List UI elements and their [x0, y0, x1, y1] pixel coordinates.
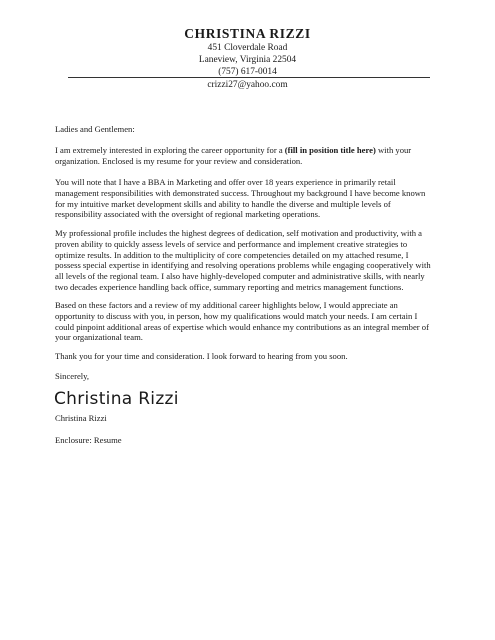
- salutation: Ladies and Gentlemen:: [55, 124, 135, 134]
- paragraph-1-line-1: [55, 145, 450, 156]
- paragraph-4-line: your organizational team.: [55, 332, 143, 343]
- paragraph-4-line: could pinpoint additional areas of expertise which would enhance my contributions as an integral member of: [55, 321, 429, 332]
- paragraph-4-line: opportunity to discuss with you, in person, how my qualifications would match your needs. I am certain I: [55, 310, 418, 321]
- paragraph-2-line: responsibility associated with the oversight of regional marketing operations.: [55, 209, 321, 220]
- enclosure-note: Enclosure: Resume: [55, 435, 122, 445]
- sender-street: 451 Cloverdale Road: [207, 43, 288, 53]
- letterhead-divider: [68, 77, 430, 78]
- paragraph-3-line: two decades experience handling back office, summary reporting and metrics management functions.: [55, 281, 404, 292]
- paragraph-3-line: proven ability to quickly assess levels of service and performance and implement creative strategies to: [55, 238, 408, 249]
- paragraph-3-line: all levels of the regional team. I also have highly-developed computer and administrative skills, with nearly: [55, 271, 425, 282]
- typed-name: Christina Rizzi: [55, 413, 107, 423]
- position-placeholder: (fill in position title here): [284, 145, 376, 155]
- sender-email: crizzi27@yahoo.com: [207, 80, 288, 90]
- sender-city: Laneview, Virginia 22504: [198, 55, 297, 65]
- handwritten-signature: Christina Rizzi: [54, 389, 179, 409]
- paragraph-5: Thank you for your time and consideration. I look forward to hearing from you soon.: [55, 351, 348, 361]
- p1-text-post: with your: [375, 145, 412, 155]
- sender-name: CHRISTINA RIZZI: [184, 26, 311, 41]
- paragraph-3: [55, 228, 450, 293]
- closing: Sincerely,: [55, 371, 90, 381]
- paragraph-2-line: You will note that I have a BBA in Marketing and offer over 18 years experience in primarily retail: [55, 177, 396, 187]
- paragraph-3-line: optimize results. In addition to the multiplicity of core competencies detailed on my attached resume, I: [55, 249, 409, 260]
- paragraph-1: [55, 145, 450, 167]
- paragraph-4: [55, 300, 450, 343]
- paragraph-4-line: Based on these factors and a review of my additional career highlights below, I would appreciate an: [55, 300, 398, 310]
- paragraph-2-line: for my intuitive market development skills and ability to handle the diverse and multiple levels of: [55, 198, 391, 209]
- paragraph-3-line: My professional profile includes the highest degrees of dedication, self motivation and productivity, with a: [55, 228, 422, 238]
- paragraph-3-line: possess special expertise in identifying and resolving operations problems while engaging cooperatively with: [55, 260, 431, 271]
- p1-text-pre: I am extremely interested in exploring the career opportunity for a: [55, 145, 285, 155]
- paragraph-1-line-2: organization. Enclosed is my resume for your review and consideration.: [55, 155, 303, 166]
- sender-phone: (757) 617-0014: [218, 67, 277, 77]
- paragraph-2: [55, 177, 450, 220]
- paragraph-2-line: management responsibilities with demonstrated success. Throughout my background I have become known: [55, 187, 426, 198]
